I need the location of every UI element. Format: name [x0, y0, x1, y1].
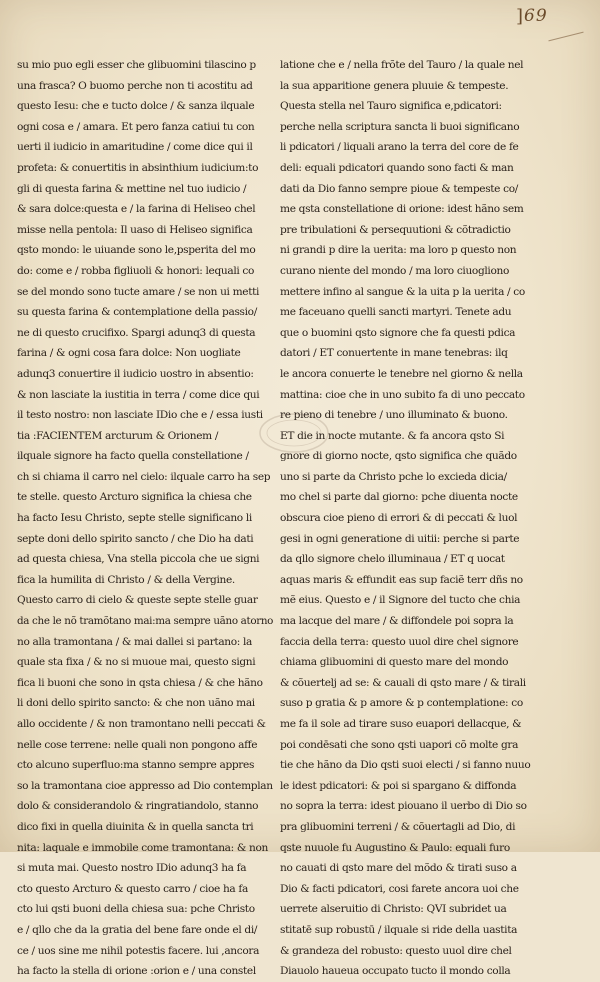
right-column-line: datori / ET conuertente in mane tenebras: ilq — [280, 347, 508, 360]
left-column-line: qsto mondo: le uiuande sono le,psperita del mo — [17, 244, 256, 257]
left-column-line: & non lasciate la iustitia in terra / come dice qui — [17, 388, 260, 401]
right-column-line: mẽ eius. Questo e / il Signore del tucto che chia — [280, 594, 521, 607]
left-column-line: cto lui qsti buoni della chiesa sua: pche Christo — [17, 903, 255, 916]
right-column-line: me faceuano quelli sancti martyri. Tenete adu — [280, 306, 512, 319]
left-column-line: te stelle. questo Arcturo significa la chiesa che — [17, 491, 252, 504]
left-column-line: nita: laquale e immobile come tramontana: & non — [17, 841, 268, 854]
left-column-line: cto alcuno superfluo:ma stanno sempre appres — [17, 759, 255, 772]
right-column-line: qste nuuole fu Augustino & Paulo: equali furo — [280, 841, 510, 854]
left-column-line: do: come e / robba figliuoli & honori: lequali co — [17, 264, 255, 277]
right-column-line: & grandeza del robusto: questo uuol dire chel — [280, 944, 512, 957]
left-column-line: dico fixi in quella diuinita & in quella sancta tri — [17, 820, 254, 833]
pencil-mark — [548, 32, 583, 42]
right-column-line: le idest pdicatori: & poi si spargano & diffonda — [280, 779, 517, 792]
right-column-line: mattina: cioe che in uno subito fa di uno peccato — [280, 388, 525, 401]
right-column-line: suso p gratia & p amore & p contemplatione: co — [280, 697, 523, 710]
right-column-line: latione che e / nella frõte del Tauro / la quale nel — [280, 59, 524, 71]
right-column-line: pre tribulationi & persequutioni & cõtradictio — [280, 223, 511, 236]
left-column-line: farina / & ogni cosa fara dolce: Non uogliate — [17, 347, 241, 360]
right-column-line: gesi in ogni generatione di uitii: perche si parte — [280, 532, 520, 545]
right-column-line: dati da Dio fanno sempre pioue & tempeste co/ — [280, 182, 518, 195]
left-column-line: e / qllo che da la gratia del bene fare onde el di/ — [17, 923, 258, 936]
text-column-right — [280, 55, 536, 982]
right-column-line: no sopra la terra: idest piouano il uerbo di Dio so — [280, 800, 527, 813]
right-column-line: faccia della terra: questo uuol dire chel signore — [280, 635, 519, 648]
right-column-line: uno si parte da Christo pche lo excieda dicia/ — [280, 470, 507, 483]
right-column-line: poi condēsati che sono qsti uapori cõ molte gra — [280, 738, 519, 751]
left-column-line: ilquale signore ha facto quella constellatione / — [17, 450, 249, 463]
right-column-line: deli: equali pdicatori quando sono facti & man — [280, 161, 514, 174]
right-column-line: gnore di giorno nocte, qsto significa che quãdo — [280, 450, 517, 463]
right-column-line: mo chel si parte dal giorno: pche diuenta nocte — [280, 491, 518, 504]
right-column-line: da qllo signore chelo illuminaua / ET q uocat — [280, 553, 505, 566]
left-column-line: fica li buoni che sono in qsta chiesa / & che hãno — [17, 676, 263, 689]
right-column-line: chiama glibuomini di questo mare del mondo — [280, 656, 509, 669]
folio-number: 69 — [524, 6, 548, 26]
left-column-line: ch si chiama il carro nel cielo: ilquale carro ha sep — [17, 470, 271, 483]
left-column-line: quale sta fixa / & no si muoue mai, questo signi — [17, 656, 256, 669]
left-column-line: ce / uos sine me nihil potestis facere. lui ,ancora — [17, 944, 260, 957]
left-column-line: ha facto la stella di orione :orion e / una constel — [17, 965, 256, 978]
right-column-line: me qsta constellatione di orione: idest hãno sem — [280, 203, 524, 216]
left-column-line: ogni cosa e / amara. Et pero fanza catiui tu con — [17, 120, 255, 133]
right-column-line: ET die in nocte mutante. & fa ancora qsto Si — [280, 429, 505, 442]
right-column-line: perche nella scriptura sancta li buoi significano — [280, 120, 520, 133]
left-column-line: il testo nostro: non lasciate IDio che e / essa iusti — [17, 409, 263, 422]
left-column-line: ha facto Iesu Christo, septe stelle significano li — [17, 512, 252, 525]
right-column-line: Questa stella nel Tauro significa e,pdicatori: — [280, 100, 502, 113]
left-column-line: da che le nõ tramõtano mai:ma sempre uãno atorno — [17, 615, 274, 628]
left-column-line: ad questa chiesa, Vna stella piccola che ue signi — [17, 553, 260, 566]
left-column-line: fica la humilita di Christo / & della Vergine. — [17, 573, 235, 586]
left-column-line: tia :FACIENTEM arcturum & Orionem / — [17, 429, 219, 442]
right-column-line: obscura cioe pieno di errori & di peccati & luol — [280, 512, 518, 525]
right-column-line: la sua apparitione genera pluuie & tempeste. — [280, 79, 509, 92]
right-column-line: Diauolo haueua occupato tucto il mondo colla — [280, 965, 511, 978]
folio-bracket: ] — [516, 6, 524, 27]
right-column-line: curano niente del mondo / ma loro ciuogliono — [280, 264, 509, 277]
right-column-line: pra glibuomini terreni / & cõuertagli ad Dio, di — [280, 820, 516, 833]
left-column-line: cto questo Arcturo & questo carro / cioe ha fa — [17, 882, 248, 895]
left-column-line: si muta mai. Questo nostro IDio adunq3 ha fa — [17, 862, 247, 875]
right-column-line: re pieno di tenebre / uno illuminato & buono. — [280, 409, 508, 422]
right-column-line: & cõuertelj ad se: & cauali di qsto mare / & tirali — [280, 676, 526, 689]
right-column-line: le ancora conuerte le tenebre nel giorno & nella — [280, 367, 523, 380]
right-column-line: stitatē sup robustū / ilquale si ride della uastita — [280, 923, 518, 936]
left-column-line: su questa farina & contemplatione della passio/ — [17, 306, 257, 319]
right-column-line: li pdicatori / liquali arano la terra del core de fe — [280, 141, 519, 154]
left-column-line: li doni dello spirito sancto: & che non uãno mai — [17, 697, 255, 710]
left-column-line: misse nella pentola: Il uaso di Heliseo significa — [17, 223, 253, 236]
right-column-line: ni grandi p dire la uerita: ma loro p questo non — [280, 244, 517, 257]
right-column-line: que o buomini qsto signore che fa questi pdica — [280, 326, 516, 339]
left-column-line: septe doni dello spirito sancto / che Dio ha dati — [17, 532, 254, 545]
left-column-line: ne di questo crucifixo. Spargi adunq3 di questa — [17, 326, 256, 339]
left-column-line: gli di questa farina & mettine nel tuo iudicio / — [17, 182, 247, 195]
right-column-line: me fa il sole ad tirare suso euapori dellacque, & — [280, 718, 522, 730]
left-column-line: & sara dolce:questa e / la farina di Heliseo chel — [17, 203, 256, 216]
left-column-line: Questo carro di cielo & queste septe stelle guar — [17, 594, 258, 607]
left-column-line: questo Iesu: che e tucto dolce / & sanza ilquale — [17, 100, 255, 113]
text-column-left — [17, 55, 273, 982]
left-column-line: uerti il iudicio in amaritudine / come dice qui il — [17, 141, 253, 154]
left-column-line: no alla tramontana / & mai dallei si partano: la — [17, 635, 253, 648]
left-column-line: so la tramontana cioe appresso ad Dio contemplan — [17, 779, 273, 792]
right-column-line: no cauati di qsto mare del mõdo & tirati suso a — [280, 862, 517, 875]
left-column-line: dolo & considerandolo & ringratiandolo, stanno — [17, 800, 259, 813]
right-column-line: Dio & facti pdicatori, cosi farete ancora uoi che — [280, 882, 519, 895]
right-column-line: uerrete alseruitio di Christo: QVI subridet ua — [280, 903, 507, 916]
left-column-line: allo occidente / & non tramontano nelli peccati & — [17, 718, 266, 730]
left-column-line: nelle cose terrene: nelle quali non pongono affe — [17, 738, 258, 751]
left-column-line: profeta: & conuertitis in absinthium iudicium:to — [17, 161, 259, 174]
left-column-line: su mio puo egli esser che glibuomini tilascino p — [17, 59, 256, 71]
right-column-line: mettere infino al sangue & la uita p la uerita / co — [280, 285, 525, 298]
right-column-line: ma lacque del mare / & diffondele poi sopra la — [280, 615, 514, 628]
right-column-line: aquas maris & effundit eas sup faciẽ terr dñs no — [280, 573, 523, 586]
left-column-line: una frasca? O buomo perche non ti acostitu ad — [17, 79, 253, 92]
left-column-line: adunq3 conuertire il iudicio uostro in absentio: — [17, 367, 254, 380]
left-column-line: se del mondo sono tucte amare / se non ui metti — [17, 285, 260, 298]
right-column-line: tie che hãno da Dio qsti suoi electi / si fanno nuuo — [280, 759, 531, 772]
